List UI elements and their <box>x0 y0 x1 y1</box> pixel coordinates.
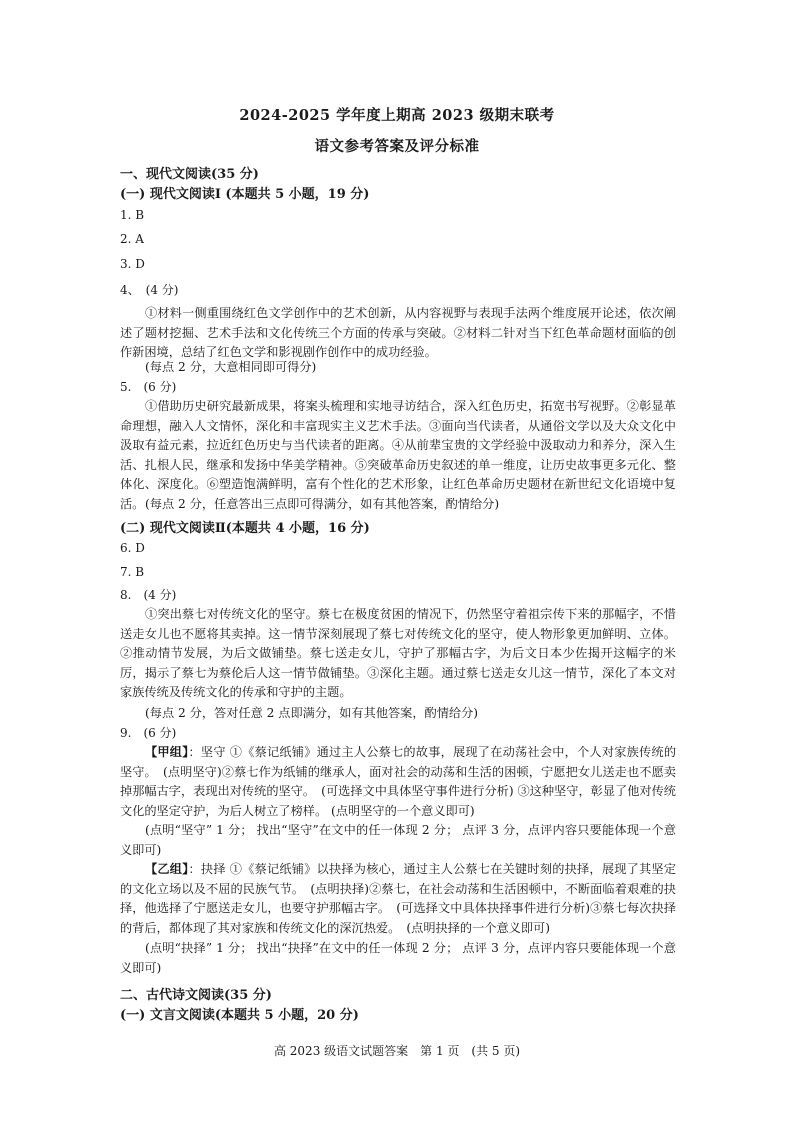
group-yi-text: ：抉择 ①《蔡记纸铺》以抉择为核心，通过主人公蔡七在关键时刻的抉择，展现了其坚定的文化立场以及不屈的民族气节。 (点明抉择)②蔡七，在社会动荡和生活困顿中，不断面临着艰难的抉择，他选择了宁愿送走女儿，也要守护那幅古字。 (可选择文中具体抉择事件进行分析)③蔡七每次抉择的背后，都体现了其对家族和传统文化的深沉热爱。 (点明抉择的一个意义即可) <box>120 862 677 935</box>
answer-q4-label: 4、 (4 分) <box>120 283 179 297</box>
answer-q4-note: (每点 2 分，大意相同即可得分) <box>145 360 317 374</box>
page-subtitle: 语文参考答案及评分标准 <box>314 138 480 155</box>
group-jia-label: 【甲组】 <box>145 745 189 759</box>
answer-q3: 3. D <box>120 257 145 271</box>
group-yi-label: 【乙组】 <box>145 862 189 876</box>
answer-q2: 2. A <box>120 232 144 246</box>
answer-q5-label: 5. (6 分) <box>120 380 177 394</box>
answer-q5-text: ①借助历史研究最新成果，将案头梳理和实地寻访结合，深入红色历史，拓宽书写视野。②彰显革命理想，融入人文情怀，深化和丰富现实主义艺术手法。③面向当代读者，从通俗文学以及大众文化中汲取有益元素，拉近红色历史与当代读者的距离。④从前辈宝贵的文学经验中汲取动力和养分，深入生活、扎根人民，继承和发扬中华美学精神。⑤突破革命历史叙述的单一维度，让历史故事更多元化、整体化、深度化。⑥塑造饱满鲜明，富有个性化的艺术形象，让红色革命历史题材在新世纪文化语境中复活。 <box>120 399 676 511</box>
section-2-part-1-heading: (一) 文言文阅读(本题共 5 小题，20 分) <box>120 1008 359 1023</box>
answer-q9-yi-scoring: (点明“抉择” 1 分； 找出“抉择”在文中的任一体现 2 分； 点评 3 分，点评内容只要能体现一个意义即可) <box>120 941 676 975</box>
answer-q7: 7. B <box>120 565 145 579</box>
page-footer: 高 2023 级语文试题答案 第 1 页 (共 5 页) <box>273 1044 521 1058</box>
answer-q9-group-jia <box>120 743 676 821</box>
part-2-heading: (二) 现代文阅读Ⅱ(本题共 4 小题，16 分) <box>120 521 370 536</box>
answer-q1: 1. B <box>120 208 145 222</box>
section-1-heading: 一、现代文阅读(35 分) <box>120 167 259 182</box>
answer-q9-jia-scoring: (点明“坚守” 1 分； 找出“坚守”在文中的任一体现 2 分； 点评 3 分，点评内容只要能体现一个意义即可) <box>120 823 676 857</box>
answer-q9-group-yi <box>120 860 676 938</box>
answer-q4-text: ①材料一侧重围绕红色文学创作中的艺术创新，从内容视野与表现手法两个维度展开论述，依次阐述了题材挖掘、艺术手法和文化传统三个方面的传承与突破。②材料二针对当下红色革命题材面临的创作新困境，总结了红色文学和影视剧作创作中的成功经验。 <box>120 306 676 360</box>
answer-q8-text: ①突出蔡七对传统文化的坚守。蔡七在极度贫困的情况下，仍然坚守着祖宗传下来的那幅字，不惜送走女儿也不愿将其卖掉。这一情节深刻展现了蔡七对传统文化的坚守，使人物形象更加鲜明、立体。②推动情节发展，为后文做铺垫。蔡七送走女儿，守护了那幅古字，为后文日本少佐揭开这幅字的米厉，揭示了蔡七为蔡伦后人这一情节做铺垫。③深化主题。通过蔡七送走女儿这一情节，深化了本文对家族传统及传统文化的传承和守护的主题。 <box>120 607 676 700</box>
group-jia-text: ：坚守 ①《蔡记纸铺》通过主人公蔡七的故事，展现了在动荡社会中，个人对家族传统的坚守。 (点明坚守)②蔡七作为纸铺的继承人，面对社会的动荡和生活的困顿，宁愿把女儿送走也不愿卖掉那幅古字，表现出对传统的坚守。 (可选择文中具体坚守事件进行分析) ③这种坚守，彰显了他对传统文化的坚定守护，为后人树立了榜样。 (点明坚守的一个意义即可) <box>120 745 677 818</box>
answer-q6: 6. D <box>120 541 145 555</box>
section-2-heading: 二、古代诗文阅读(35 分) <box>120 988 272 1003</box>
exam-title: 2024-2025 学年度上期高 2023 级期末联考 <box>239 107 555 124</box>
answer-q5-note: (每点 2 分，任意答出三点即可得满分，如有其他答案，酌情给分) <box>145 497 500 511</box>
answer-q8-note: (每点 2 分，答对任意 2 点即满分，如有其他答案，酌情给分) <box>145 706 479 720</box>
answer-q8-label: 8. (4 分) <box>120 588 177 602</box>
answer-q9-label: 9. (6 分) <box>120 726 177 740</box>
part-1-heading: (一) 现代文阅读Ⅰ (本题共 5 小题，19 分) <box>120 187 370 202</box>
